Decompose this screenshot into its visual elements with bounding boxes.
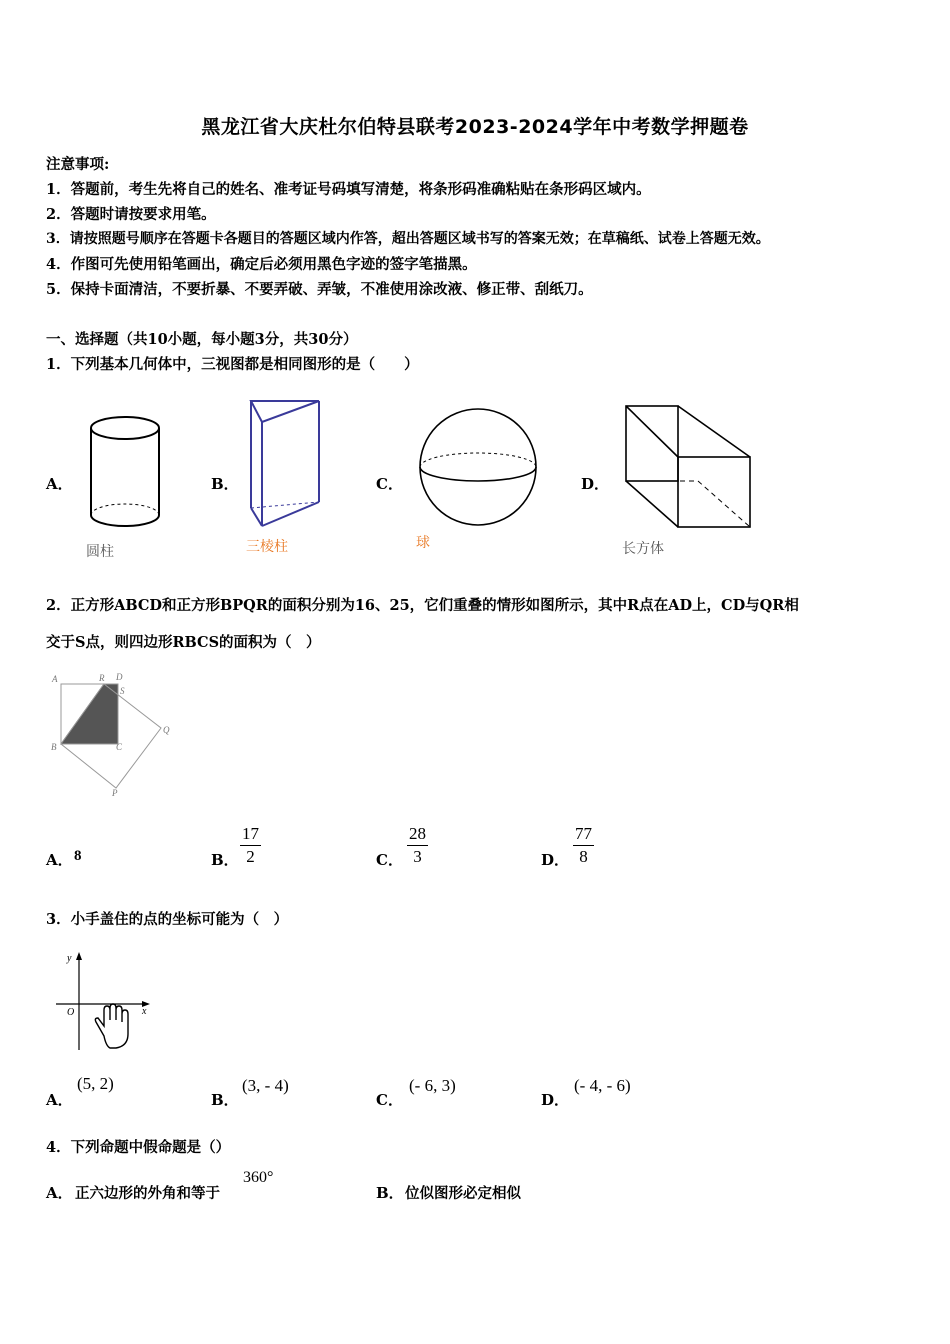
fig-label: C	[116, 742, 123, 752]
axis-label-x: x	[142, 1006, 147, 1017]
fig-label: S	[120, 686, 125, 696]
q3-option-a-value: (5, 2)	[77, 1074, 114, 1093]
q4-option-b-text: 位似图形必定相似	[405, 1185, 521, 1202]
notice-item: 5．保持卡面清洁，不要折暴、不要弄破、弄皱，不准使用涂改液、修正带、刮纸刀。	[46, 281, 593, 298]
notice-item: 1．答题前，考生先将自己的姓名、准考证号码填写清楚，将条形码准确粘贴在条形码区域内。	[46, 181, 651, 198]
q4-option-a-label: A．	[46, 1184, 73, 1202]
cuboid-figure	[623, 403, 753, 531]
q2-option-d-label: D．	[541, 851, 570, 869]
notice-heading: 注意事项:	[46, 156, 110, 173]
fraction-numerator: 28	[407, 823, 428, 846]
fraction-numerator: 77	[573, 823, 594, 846]
q1-caption-sphere: 球	[416, 535, 430, 551]
fig-label: Q	[163, 725, 170, 735]
q3-stem: 3．小手盖住的点的坐标可能为（ ）	[46, 911, 289, 928]
q2-option-c-label: C．	[376, 851, 403, 869]
q1-option-c-label: C．	[376, 475, 403, 493]
q3-option-b-value: (3, - 4)	[242, 1076, 289, 1095]
fig-label: B	[51, 742, 57, 752]
q4-option-a-text: 正六边形的外角和等于	[75, 1185, 220, 1202]
fig-label: D	[116, 672, 123, 682]
q3-option-b-label: B．	[211, 1091, 239, 1109]
fraction-denominator: 8	[579, 847, 588, 866]
q1-option-d-label: D．	[581, 475, 610, 493]
triangular-prism-figure	[246, 398, 326, 530]
q2-stem-line2: 交于S点，则四边形RBCS的面积为（ ）	[46, 634, 321, 651]
overlapping-squares-figure	[46, 670, 186, 800]
page-title: 黑龙江省大庆杜尔伯特县联考2023-2024学年中考数学押题卷	[201, 116, 749, 138]
notice-item: 4．作图可先使用铅笔画出，确定后必须用黑色字迹的签字笔描黑。	[46, 256, 477, 273]
cylinder-figure	[80, 410, 170, 535]
q3-option-a-label: A．	[46, 1091, 73, 1109]
q2-option-d-fraction	[573, 823, 594, 868]
q1-stem: 1．下列基本几何体中，三视图都是相同图形的是（ ）	[46, 356, 419, 373]
q2-option-b-label: B．	[211, 851, 239, 869]
q3-option-c-label: C．	[376, 1091, 403, 1109]
q3-option-d-value: (- 4, - 6)	[574, 1076, 631, 1095]
hand-icon	[95, 1004, 128, 1048]
q1-option-b-label: B．	[211, 475, 239, 493]
q4-option-a-math: 360°	[243, 1169, 274, 1186]
q1-caption-cylinder: 圆柱	[86, 544, 114, 560]
axis-label-origin: O	[67, 1007, 75, 1018]
q2-option-a-value: 8	[74, 848, 82, 864]
q2-option-c-fraction	[407, 823, 428, 868]
notice-item: 2．答题时请按要求用笔。	[46, 206, 216, 223]
fraction-denominator: 3	[413, 847, 422, 866]
fig-label: A	[52, 674, 58, 684]
q4-option-b-label: B．	[376, 1184, 404, 1202]
q3-option-d-label: D．	[541, 1091, 570, 1109]
notice-item: 3．请按照题号顺序在答题卡各题目的答题区域内作答，超出答题区域书写的答案无效；在草稿纸、试卷上答题无效。	[46, 231, 770, 247]
q2-option-b-fraction	[240, 823, 261, 868]
section-heading: 一、选择题（共10小题，每小题3分，共30分）	[46, 331, 358, 348]
q2-stem-line1: 2．正方形ABCD和正方形BPQR的面积分别为16、25，它们重叠的情形如图所示，其中R点在AD上，CD与QR相	[46, 597, 799, 614]
fraction-numerator: 17	[240, 823, 261, 846]
q1-option-a-label: A．	[46, 475, 73, 493]
q2-option-a-label: A．	[46, 851, 73, 869]
q1-caption-prism: 三棱柱	[246, 539, 288, 555]
q3-option-c-value: (- 6, 3)	[409, 1076, 456, 1095]
axis-label-y: y	[67, 953, 72, 964]
q1-caption-cuboid: 长方体	[622, 541, 664, 557]
q4-stem: 4．下列命题中假命题是（）	[46, 1139, 231, 1156]
sphere-figure	[416, 405, 540, 529]
coordinate-hand-figure	[46, 948, 156, 1058]
fraction-denominator: 2	[246, 847, 255, 866]
fig-label: R	[99, 673, 105, 683]
fig-label: P	[112, 788, 118, 798]
